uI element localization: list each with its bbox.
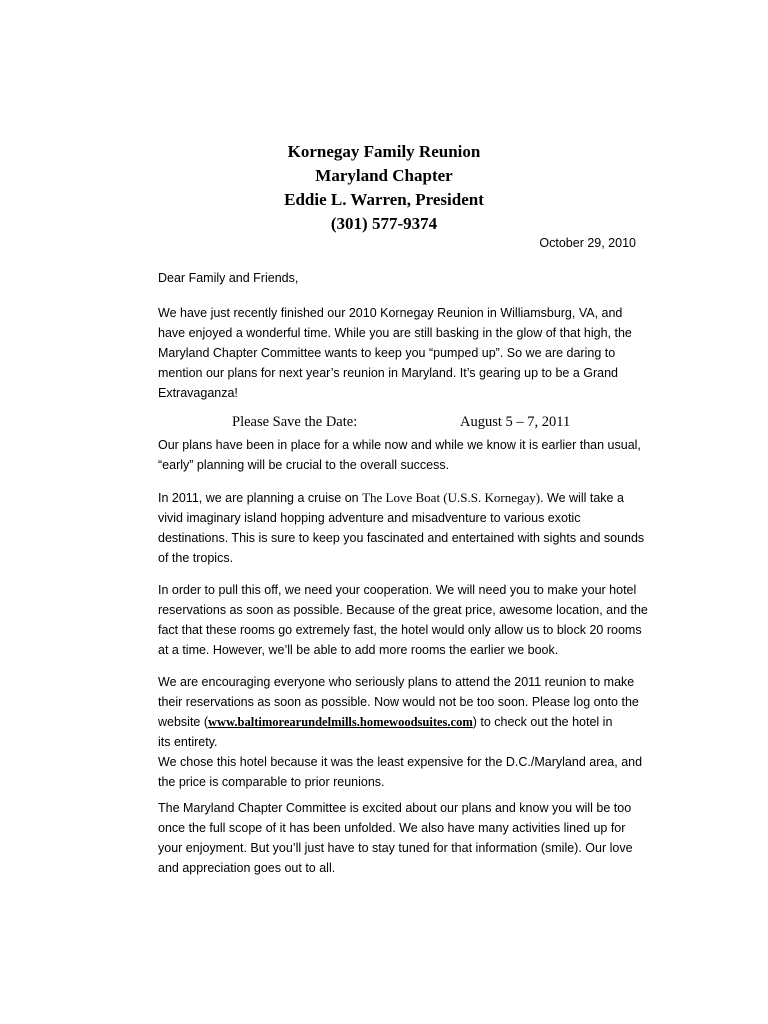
letterhead <box>0 140 768 236</box>
paragraph-line: its entirety. <box>158 735 218 749</box>
paragraph-line: mention our plans for next year’s reunion in Maryland. It’s gearing up to be a Grand <box>158 366 618 380</box>
paragraph-line: reservations as soon as possible. Because of the great price, awesome location, and the <box>158 603 648 617</box>
paragraph-line: “early” planning will be crucial to the overall success. <box>158 458 450 472</box>
paragraph-line: Maryland Chapter Committee wants to keep you “pumped up”. So we are daring to <box>158 346 616 360</box>
paragraph-line: their reservations as soon as possible. Now would not be too soon. Please log onto the <box>158 695 639 709</box>
paragraph-hotel <box>158 672 658 792</box>
hotel-website-link[interactable]: www.baltimorearundelmills.homewoodsuites.com <box>208 715 473 729</box>
paragraph-line: Our plans have been in place for a while now and while we know it is earlier than usual, <box>158 438 641 452</box>
paragraph-closing <box>158 798 658 878</box>
paragraph-line: your enjoyment. But you’ll just have to stay tuned for that information (smile). Our love <box>158 841 633 855</box>
paragraph-line: The Maryland Chapter Committee is excited about our plans and know you will be too <box>158 801 632 815</box>
paragraph-line <box>158 488 658 508</box>
paragraph-intro <box>158 303 658 403</box>
website-text-post: ) to check out the hotel in <box>472 715 613 729</box>
cruise-text-pre: In 2011, we are planning a cruise on <box>158 491 363 505</box>
paragraph-line: and appreciation goes out to all. <box>158 861 336 875</box>
cruise-text-post: . We will take a <box>540 491 624 505</box>
paragraph-line: the price is comparable to prior reunions. <box>158 775 385 789</box>
save-the-date <box>232 414 570 431</box>
paragraph-line: In order to pull this off, we need your cooperation. We will need you to make your hotel <box>158 583 637 597</box>
paragraph-planning <box>158 435 658 475</box>
paragraph-line: fact that these rooms go extremely fast, the hotel would only allow us to block 20 rooms <box>158 623 642 637</box>
salutation-text: Dear Family and Friends, <box>158 271 299 285</box>
paragraph-line <box>158 712 658 732</box>
letterhead-title: Kornegay Family Reunion <box>287 142 481 161</box>
letter-date: October 29, 2010 <box>539 236 636 250</box>
paragraph-line: destinations. This is sure to keep you fascinated and entertained with sights and sounds <box>158 531 645 545</box>
paragraph-line: We are encouraging everyone who seriously plans to attend the 2011 reunion to make <box>158 675 635 689</box>
paragraph-line: We have just recently finished our 2010 Kornegay Reunion in Williamsburg, VA, and <box>158 306 623 320</box>
website-text-pre: website ( <box>158 715 209 729</box>
save-the-date-label: Please Save the Date: <box>232 414 358 430</box>
paragraph-line: We chose this hotel because it was the least expensive for the D.C./Maryland area, and <box>158 755 643 769</box>
letterhead-president: Eddie L. Warren, President <box>284 190 484 209</box>
paragraph-line: have enjoyed a wonderful time. While you are still basking in the glow of that high, the <box>158 326 632 340</box>
paragraph-reservations <box>158 580 658 660</box>
save-the-date-dates: August 5 – 7, 2011 <box>460 414 571 430</box>
paragraph-line: at a time. However, we’ll be able to add more rooms the earlier we book. <box>158 643 559 657</box>
salutation <box>158 268 658 288</box>
paragraph-line: once the full scope of it has been unfolded. We also have many activities lined up for <box>158 821 626 835</box>
paragraph-cruise <box>158 488 658 568</box>
love-boat-name: The Love Boat (U.S.S. Kornegay) <box>362 490 541 505</box>
letterhead-phone: (301) 577-9374 <box>330 214 438 233</box>
letterhead-chapter: Maryland Chapter <box>315 166 453 185</box>
paragraph-line: of the tropics. <box>158 551 234 565</box>
paragraph-line: Extravaganza! <box>158 386 238 400</box>
paragraph-line: vivid imaginary island hopping adventure and misadventure to various exotic <box>158 511 581 525</box>
